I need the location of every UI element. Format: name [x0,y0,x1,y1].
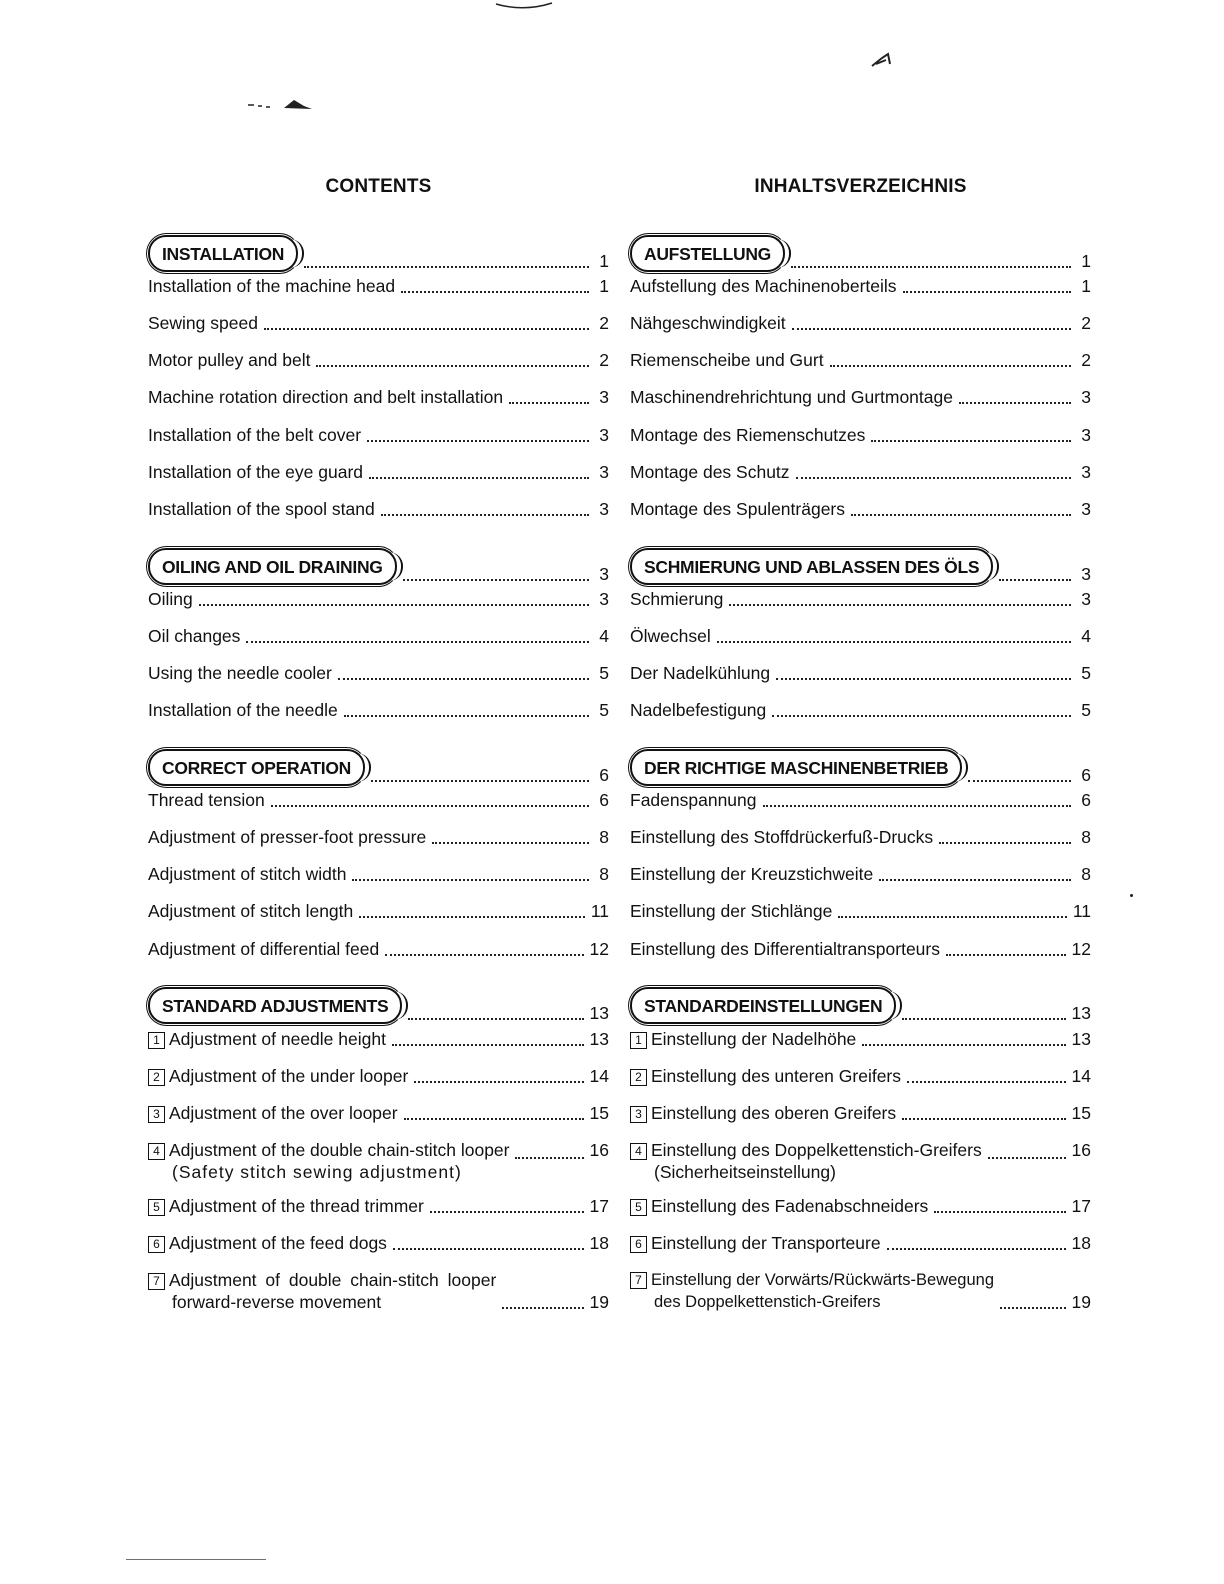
leader-dots [879,875,1071,881]
section-standardeinstellungen[interactable] [630,987,1091,1024]
entry-label: Einstellung des Stoffdrückerfuß-Drucks [630,827,934,847]
leader-dots [264,324,589,330]
page-number: 1 [1081,251,1091,271]
leader-dots [271,801,589,807]
scan-mark-left [246,96,316,114]
page-number: 18 [589,1233,609,1253]
entry-label: Thread tension [148,790,265,810]
toc-entry[interactable] [148,424,609,446]
entry-label: Einstellung der Nadelhöhe [651,1029,857,1049]
section-standard-adjustments[interactable] [148,987,609,1024]
section-installation[interactable] [148,235,609,272]
leader-dots [776,674,1071,680]
section-correct-operation[interactable] [148,749,609,786]
leader-dots [381,510,589,516]
entry-sublabel: (Safety stitch sewing adjustment) [172,1162,462,1182]
page-number: 2 [599,350,609,370]
page-number: 17 [589,1196,609,1216]
section-title-box [630,987,896,1024]
leader-dots [838,912,1066,918]
stray-dot [1130,894,1133,897]
contents-heading: INHALTSVERZEICHNIS [754,176,967,197]
leader-dots [404,1114,584,1120]
toc-entry[interactable] [148,1195,609,1217]
leader-dots [871,436,1071,442]
page-number: 8 [1081,864,1091,884]
section-oiling[interactable] [148,548,609,585]
entry-label: Einstellung der Stichlänge [630,901,833,921]
toc-entry[interactable] [148,863,609,885]
section-title: SCHMIERUNG UND ABLASSEN DES ÖLS [644,557,980,577]
entry-sublabel: des Doppelkettenstich-Greifers [654,1293,881,1311]
entry-label: Adjustment of stitch length [148,901,354,921]
leader-dots [246,637,589,643]
leader-dots [338,674,589,680]
section-schmierung[interactable] [630,548,1091,585]
leader-dots [432,838,589,844]
page-number: 6 [1081,765,1091,785]
page-number: 16 [1071,1140,1091,1160]
leader-dots [772,711,1071,717]
page-number: 3 [1081,462,1091,482]
leader-dots [369,473,589,479]
item-number-box: 3 [148,1106,165,1123]
leader-dots [939,838,1071,844]
section-title: OILING AND OIL DRAINING [162,557,383,577]
toc-entry[interactable] [148,1102,609,1124]
toc-entry[interactable] [630,1028,1091,1050]
leader-dots [851,510,1071,516]
entry-label: Using the needle cooler [148,663,332,683]
leader-dots [401,287,589,293]
toc-entry[interactable] [148,938,609,960]
page-number: 12 [589,939,609,959]
entry-label: Adjustment of the double chain-stitch looper [169,1140,510,1160]
entry-label: Adjustment of the over looper [169,1103,398,1123]
entry-label: Nähgeschwindigkeit [630,313,786,333]
toc-entry[interactable] [148,588,609,610]
leader-dots [959,398,1071,404]
entry-sublabel: (Sicherheitseinstellung) [654,1162,836,1182]
leader-dots [907,1077,1066,1083]
leader-dots [515,1153,583,1159]
section-title: STANDARD ADJUSTMENTS [162,996,389,1016]
scan-mark-right [870,50,894,70]
entry-label: Adjustment of double chain-stitch looper [169,1270,497,1290]
entry-label: Einstellung des unteren Greifers [651,1066,901,1086]
leader-dots [968,776,1071,782]
page-number: 14 [1071,1066,1091,1086]
page-number: 5 [1081,663,1091,683]
section-title-box [148,235,298,272]
entry-label: Motor pulley and belt [148,350,311,370]
section-title-box [630,749,962,786]
section-title: INSTALLATION [162,244,285,264]
page-number: 3 [1081,425,1091,445]
leader-dots [903,287,1071,293]
toc-entry[interactable] [630,588,1091,610]
page-number: 6 [599,765,609,785]
page-number: 18 [1071,1233,1091,1253]
toc-entry[interactable] [630,498,1091,520]
page-number: 6 [1081,790,1091,810]
leader-dots [385,950,583,956]
leader-dots [999,575,1071,581]
page-number: 12 [1071,939,1091,959]
leader-dots [393,1244,584,1250]
leader-dots [830,361,1071,367]
leader-dots [367,436,589,442]
page-number: 2 [599,313,609,333]
toc-entry[interactable] [630,275,1091,297]
page-number: 1 [1081,276,1091,296]
toc-entry[interactable] [630,625,1091,647]
leader-dots [359,912,585,918]
leader-dots [791,262,1071,268]
section-title-box [148,987,402,1024]
entry-label: Installation of the belt cover [148,425,362,445]
leader-dots [729,600,1071,606]
toc-entry[interactable] [148,625,609,647]
entry-label: Installation of the eye guard [148,462,364,482]
entry-label: Adjustment of the feed dogs [169,1233,387,1253]
leader-dots [502,1303,583,1309]
entry-label: Fadenspannung [630,790,757,810]
entry-label: Installation of the machine head [148,276,396,296]
page-number: 17 [1071,1196,1091,1216]
leader-dots [414,1077,583,1083]
entry-label: Installation of the spool stand [148,499,375,519]
entry-label: Adjustment of the under looper [169,1066,409,1086]
item-number-box: 1 [630,1032,647,1049]
leader-dots [902,1114,1065,1120]
page-number: 3 [599,589,609,609]
toc-entry[interactable] [148,498,609,520]
entry-label: Adjustment of the thread trimmer [169,1196,424,1216]
entry-label: Adjustment of needle height [169,1029,386,1049]
contents-heading: CONTENTS [325,176,432,197]
page-number: 5 [599,700,609,720]
entry-label: Montage des Schutz [630,462,790,482]
page-number: 3 [1081,589,1091,609]
leader-dots [887,1244,1066,1250]
toc-entry[interactable] [148,1139,609,1183]
section-title: AUFSTELLUNG [644,244,771,264]
toc-entry[interactable] [148,1269,609,1313]
toc-entry[interactable] [630,461,1091,483]
page-number: 3 [599,564,609,584]
scan-edge-line [126,1559,266,1560]
leader-dots [902,1014,1065,1020]
entry-label: Montage des Spulenträgers [630,499,845,519]
leader-dots [403,575,589,581]
page-number: 3 [1081,499,1091,519]
item-number-box: 4 [630,1143,647,1160]
toc-entry[interactable] [630,1139,1091,1183]
toc-entry[interactable] [630,1269,1091,1313]
leader-dots [371,776,589,782]
entry-label: Oiling [148,589,193,609]
page-number: 5 [599,663,609,683]
leader-dots [988,1153,1066,1159]
page-number: 1 [599,276,609,296]
toc-entry[interactable] [630,662,1091,684]
item-number-box: 6 [148,1236,165,1253]
item-number-box: 1 [148,1032,165,1049]
item-number-box: 4 [148,1143,165,1160]
leader-dots [862,1040,1065,1046]
entry-label: Oil changes [148,626,241,646]
leader-dots [792,324,1071,330]
toc-entry[interactable] [630,424,1091,446]
page-number: 2 [1081,313,1091,333]
entry-label: Ölwechsel [630,626,711,646]
entry-label: Riemenscheibe und Gurt [630,350,824,370]
toc-entry[interactable] [148,1065,609,1087]
page-number: 16 [589,1140,609,1160]
toc-entry[interactable] [148,826,609,848]
page-number: 4 [599,626,609,646]
leader-dots [392,1040,584,1046]
leader-dots [408,1014,583,1020]
toc-entry[interactable] [630,900,1091,922]
leader-dots [717,637,1071,643]
item-number-box: 7 [630,1272,647,1289]
leader-dots [509,398,589,404]
entry-label: Einstellung des Differentialtransporteurs [630,939,940,959]
entry-sublabel: forward-reverse movement [172,1292,382,1312]
item-number-box: 5 [148,1199,165,1216]
section-title-box [630,235,785,272]
page-number: 3 [599,499,609,519]
toc-entry[interactable] [148,662,609,684]
page-number: 15 [1071,1103,1091,1123]
item-number-box: 2 [148,1069,165,1086]
entry-label: Sewing speed [148,313,258,333]
page-number: 11 [1072,901,1091,921]
toc-entry[interactable] [630,312,1091,334]
page-number: 3 [599,387,609,407]
entry-label: Machine rotation direction and belt installation [148,387,504,407]
section-title: DER RICHTIGE MASCHINENBETRIEB [644,758,949,778]
leader-dots [796,473,1071,479]
entry-label: Einstellung des Fadenabschneiders [651,1196,929,1216]
item-number-box: 7 [148,1273,165,1290]
entry-label: Einstellung der Transporteure [651,1233,881,1253]
entry-label: Maschinendrehrichtung und Gurtmontage [630,387,953,407]
entry-label: Nadelbefestigung [630,700,767,720]
toc-entry[interactable] [630,826,1091,848]
toc-entry[interactable] [630,1102,1091,1124]
entry-label: Installation of the needle [148,700,338,720]
entry-label: Einstellung des oberen Greifers [651,1103,897,1123]
page-number: 4 [1081,626,1091,646]
leader-dots [304,262,589,268]
entry-label: Adjustment of presser-foot pressure [148,827,427,847]
toc-entry[interactable] [148,312,609,334]
section-aufstellung[interactable] [630,235,1091,272]
item-number-box: 5 [630,1199,647,1216]
leader-dots [946,950,1066,956]
entry-label: Einstellung des Doppelkettenstich-Greifers [651,1140,982,1160]
leader-dots [344,711,589,717]
toc-entry[interactable] [630,1232,1091,1254]
entry-label: Adjustment of differential feed [148,939,380,959]
entry-label: Einstellung der Kreuzstichweite [630,864,874,884]
toc-entry[interactable] [630,1195,1091,1217]
page-number: 8 [599,827,609,847]
item-number-box: 2 [630,1069,647,1086]
toc-entry[interactable] [630,386,1091,408]
leader-dots [199,600,589,606]
entry-label: Aufstellung des Machinenoberteils [630,276,897,296]
toc-entry[interactable] [630,699,1091,721]
page-number: 13 [589,1003,609,1023]
leader-dots [1000,1303,1066,1309]
page-number: 3 [599,462,609,482]
item-number-box: 6 [630,1236,647,1253]
page-number: 1 [599,251,609,271]
entry-label: Adjustment of stitch width [148,864,347,884]
page-number: 13 [1071,1003,1091,1023]
toc-entry[interactable] [630,863,1091,885]
toc-entry[interactable] [148,275,609,297]
page-number: 3 [599,425,609,445]
leader-dots [763,801,1072,807]
page-number: 8 [599,864,609,884]
leader-dots [430,1207,584,1213]
section-maschinenbetrieb[interactable] [630,749,1091,786]
entry-label: Einstellung der Vorwärts/Rückwärts-Bewegung [651,1271,994,1289]
toc-entry[interactable] [148,386,609,408]
toc-entry[interactable] [630,349,1091,371]
page-number: 14 [589,1066,609,1086]
toc-entry[interactable] [148,699,609,721]
leader-dots [316,361,589,367]
page-number: 13 [589,1029,609,1049]
page-number: 2 [1081,350,1091,370]
page-number: 15 [589,1103,609,1123]
page-number: 19 [1071,1292,1091,1312]
toc-entry[interactable] [148,1232,609,1254]
section-title-box [148,548,397,585]
section-title: CORRECT OPERATION [162,758,352,778]
page-number: 19 [589,1292,609,1312]
scan-mark-top [494,0,554,10]
toc-entry[interactable] [630,1065,1091,1087]
page-number: 3 [1081,387,1091,407]
page-number: 5 [1081,700,1091,720]
toc-entry[interactable] [148,1028,609,1050]
entry-label: Montage des Riemenschutzes [630,425,866,445]
item-number-box: 3 [630,1106,647,1123]
page-number: 6 [599,790,609,810]
leader-dots [934,1207,1065,1213]
entry-label: Schmierung [630,589,724,609]
toc-entry[interactable] [630,789,1091,811]
toc-entry[interactable] [148,789,609,811]
section-title-box [630,548,993,585]
page-number: 13 [1071,1029,1091,1049]
toc-entry[interactable] [630,938,1091,960]
leader-dots [352,875,589,881]
page-number: 8 [1081,827,1091,847]
toc-entry[interactable] [148,461,609,483]
toc-entry[interactable] [148,349,609,371]
section-title-box [148,749,365,786]
section-title: STANDARDEINSTELLUNGEN [644,996,883,1016]
page-number: 3 [1081,564,1091,584]
entry-label: Der Nadelkühlung [630,663,771,683]
page-number: 11 [590,901,609,921]
toc-entry[interactable] [148,900,609,922]
